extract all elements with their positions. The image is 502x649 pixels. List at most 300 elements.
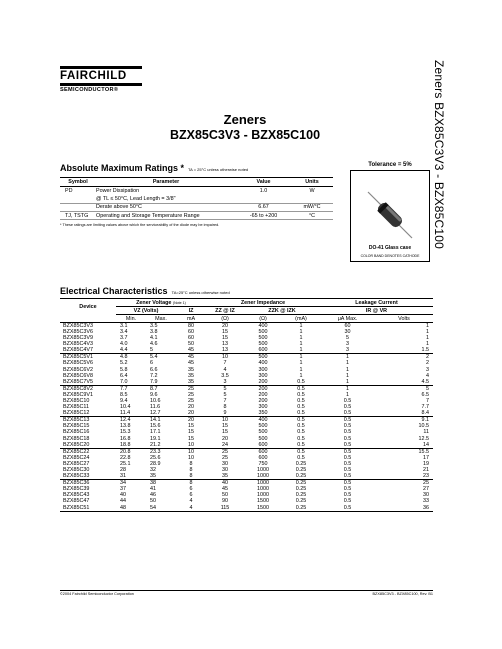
cell-vr: 7 <box>426 398 429 405</box>
abs-max-note: TA = 25°C unless otherwise noted <box>188 167 249 172</box>
cell-izk: 0.25 <box>295 492 307 499</box>
cell-ir: 0.5 <box>343 429 352 436</box>
cell-iz: 4 <box>189 498 193 505</box>
cell-iz: 35 <box>188 366 194 373</box>
page-subtitle: BZX85C3V3 - BZX85C100 <box>169 128 321 142</box>
cell-ir: 0.5 <box>320 442 375 449</box>
cell-zz: 35 <box>206 473 244 480</box>
cell-device: BZX85C47 <box>63 498 90 505</box>
cell-vz-max: 5.4 <box>150 354 158 361</box>
cell-vz-min: 3.4 <box>120 329 128 336</box>
cell-vr: 5 <box>426 385 429 392</box>
cell-vz-max: 23.3 <box>150 448 161 455</box>
cell-device: BZX85C36 <box>63 480 90 487</box>
cell-vr: 7.7 <box>421 404 429 411</box>
cell-vz-min: 4.0 <box>120 341 128 348</box>
cell-zzk: 200 <box>258 391 268 398</box>
cell-zz: 20 <box>222 323 228 329</box>
cell-ir: 0.5 <box>320 473 375 480</box>
cell-vz-max: 14.1 <box>150 417 161 424</box>
cell-vr: 1 <box>426 323 429 329</box>
abs-parameter: Power Dissipation <box>96 187 140 194</box>
table-row <box>60 505 433 512</box>
abs-symbol <box>60 195 96 203</box>
cell-device: BZX85C22 <box>63 448 90 455</box>
cell-device: BZX85C30 <box>63 467 90 474</box>
cell-izk: 0.5 <box>297 448 305 455</box>
cell-izk: 0.5 <box>297 398 305 405</box>
cell-iz: 10 <box>188 448 194 455</box>
cell-vz-max: 21.2 <box>146 442 176 449</box>
cell-zzk: 500 <box>258 354 268 361</box>
page-title: Zeners <box>223 112 267 127</box>
cell-vz-min: 28 <box>120 467 126 474</box>
abs-max-row <box>60 211 333 219</box>
device-header: Device <box>60 299 116 315</box>
abs-max-footnote: * These ratings are limiting values above which the serviceability of the diode may be impaired. <box>60 223 220 227</box>
cell-izk: 0.5 <box>282 379 320 386</box>
cell-izk: 0.5 <box>297 404 305 411</box>
cell-zzk: 600 <box>244 347 282 354</box>
unit-header-max: Max. <box>146 315 176 323</box>
cell-zzk: 1000 <box>244 473 282 480</box>
cell-ir: 1 <box>346 360 349 367</box>
cell-ir: 0.5 <box>343 486 352 493</box>
cell-vz-max: 15.6 <box>150 423 161 430</box>
cell-zz: 8 <box>223 404 227 411</box>
cell-izk: 0.5 <box>297 385 305 392</box>
electrical-title <box>60 286 230 296</box>
cell-vz-min: 40 <box>120 492 126 499</box>
zzk-header: ZZK @ IZK <box>244 307 320 315</box>
package-case-label: DO-41 Glass case <box>368 245 412 251</box>
cell-vz-min: 9.4 <box>120 398 128 405</box>
zener-voltage-note: (Note 1) <box>172 300 186 305</box>
cell-zz: 30 <box>222 460 228 467</box>
abs-header-parameter: Parameter <box>96 178 236 187</box>
cell-izk: 1 <box>299 354 303 361</box>
cell-izk: 0.25 <box>282 473 320 480</box>
cell-device: BZX85C5V6 <box>63 360 93 367</box>
cell-iz: 25 <box>188 398 194 405</box>
cell-izk: 1 <box>299 323 303 329</box>
cell-izk: 0.5 <box>297 435 305 442</box>
cell-izk: 1 <box>299 366 303 373</box>
abs-symbol <box>60 203 96 211</box>
cell-ir: 0.5 <box>343 417 352 424</box>
cell-ir: 3 <box>346 341 349 348</box>
cell-zzk: 500 <box>258 341 268 348</box>
cell-izk: 0.25 <box>295 467 307 474</box>
tolerance-label: Tolerance = 5% <box>368 162 412 168</box>
cell-iz: 45 <box>188 354 194 361</box>
cell-vz-min: 22.8 <box>120 454 131 461</box>
cell-izk: 1 <box>299 335 303 342</box>
cell-iz: 15 <box>188 435 194 442</box>
cell-zzk: 400 <box>258 360 268 367</box>
cell-iz: 80 <box>188 323 194 329</box>
cell-device: BZX85C9V1 <box>63 391 93 398</box>
cell-zz: 30 <box>222 467 228 474</box>
cell-vz-max: 10.6 <box>150 398 161 405</box>
cell-izk: 0.25 <box>295 486 307 493</box>
side-title: Zeners BZX85C3V3 - BZX85C100 <box>432 60 446 250</box>
cell-vr: 4.5 <box>375 379 433 386</box>
cell-device: BZX85C43 <box>63 492 90 499</box>
cell-device: BZX85C6V8 <box>63 372 93 379</box>
cell-zzk: 300 <box>258 404 268 411</box>
cell-vz-max: 54 <box>146 505 176 512</box>
cell-vz-min: 18.8 <box>116 442 146 449</box>
cell-ir: 1 <box>346 372 349 379</box>
abs-header-units: Units <box>291 178 333 187</box>
cell-iz: 8 <box>189 480 193 487</box>
logo-bar-top <box>60 66 142 69</box>
cell-iz: 10 <box>176 442 206 449</box>
cell-vr: 1 <box>426 335 429 342</box>
cell-vz-max: 12.7 <box>146 410 176 417</box>
cell-vz-min: 25.1 <box>120 460 131 467</box>
cell-vz-min: 3.7 <box>120 335 128 342</box>
cell-zz: 25 <box>222 448 228 455</box>
cell-vr: 10.5 <box>418 423 429 430</box>
cell-zzk: 1000 <box>257 480 269 487</box>
cell-zz: 115 <box>206 505 244 512</box>
company-name: FAIRCHILD <box>60 70 127 82</box>
cell-iz: 6 <box>189 486 193 493</box>
cell-zz: 50 <box>222 492 228 499</box>
abs-value: 1.0 <box>259 187 268 194</box>
cell-ir: 0.5 <box>320 505 375 512</box>
cell-zz: 3.5 <box>221 372 229 379</box>
cell-vz-max: 32 <box>150 467 156 474</box>
cell-vz-min: 20.8 <box>120 448 131 455</box>
zz-header: ZZ @ IZ <box>206 307 244 315</box>
cell-zzk: 500 <box>258 329 268 336</box>
cell-zz: 5 <box>223 385 227 392</box>
cell-device: BZX85C18 <box>63 435 90 442</box>
abs-units: mW/°C <box>291 203 333 211</box>
cell-zz: 15 <box>222 423 228 430</box>
cell-izk: 0.5 <box>297 429 305 436</box>
cell-vz-max: 41 <box>150 486 156 493</box>
cell-zzk: 600 <box>258 448 268 455</box>
cell-vr: 19 <box>423 460 429 467</box>
package-case-note: COLOR BAND DENOTES CATHODE <box>360 254 420 258</box>
cell-izk: 0.5 <box>297 423 305 430</box>
company-subtitle: SEMICONDUCTOR® <box>60 87 119 93</box>
cell-vz-max: 4.1 <box>150 335 158 342</box>
cell-vz-max: 50 <box>150 498 156 505</box>
iz-header: IZ <box>176 307 206 315</box>
electrical-header-row-3 <box>60 315 433 323</box>
cell-izk: 0.5 <box>297 417 305 424</box>
cell-vz-max: 3.8 <box>150 329 158 336</box>
cell-device: BZX85C20 <box>60 442 116 449</box>
cell-vr: 23 <box>375 473 433 480</box>
cell-iz: 60 <box>188 329 194 336</box>
abs-max-row <box>60 203 333 211</box>
cell-zzk: 1000 <box>257 486 269 493</box>
do41-diode-image <box>360 190 420 240</box>
cell-zzk: 500 <box>258 423 268 430</box>
footer-rule <box>60 590 433 591</box>
abs-units: W <box>309 187 315 194</box>
cell-vz-min: 7.7 <box>120 385 128 392</box>
cell-vz-max: 7.2 <box>150 372 158 379</box>
cell-vr: 1.5 <box>375 347 433 354</box>
cell-vz-max: 8.7 <box>150 385 158 392</box>
cell-vz-max: 11.6 <box>150 404 161 411</box>
cell-vz-max: 4.6 <box>150 341 158 348</box>
cell-device: BZX85C6V2 <box>63 366 93 373</box>
cell-zzk: 600 <box>258 454 268 461</box>
cell-izk: 1 <box>299 329 303 336</box>
cell-zz: 7 <box>223 360 227 367</box>
cell-vr: 2 <box>426 360 429 367</box>
cell-iz: 15 <box>188 423 194 430</box>
cell-izk: 1 <box>282 347 320 354</box>
cell-device: BZX85C4V3 <box>63 341 93 348</box>
cell-vr: 2 <box>426 354 429 361</box>
unit-header-izk-ma: (mA) <box>282 315 320 323</box>
cell-izk: 0.5 <box>297 391 305 398</box>
cell-iz: 6 <box>189 492 193 499</box>
cell-zzk: 1000 <box>257 492 269 499</box>
cell-vr: 17 <box>423 454 429 461</box>
cell-vr: 3 <box>426 366 429 373</box>
cell-vr: 25 <box>423 480 429 487</box>
cell-iz: 35 <box>176 379 206 386</box>
cell-iz: 15 <box>188 429 194 436</box>
cell-iz: 4 <box>176 505 206 512</box>
cell-ir: 0.5 <box>343 467 352 474</box>
zener-voltage-header-text: Zener Voltage <box>136 299 172 306</box>
cell-ir: 0.5 <box>343 404 352 411</box>
cell-ir: 0.5 <box>343 492 352 499</box>
cell-zzk: 750 <box>258 460 268 467</box>
abs-header-value: Value <box>236 178 291 187</box>
cell-zzk: 350 <box>244 410 282 417</box>
diode-lead-bottom <box>398 224 412 238</box>
cell-ir: 5 <box>346 335 349 342</box>
cell-zz: 25 <box>222 454 228 461</box>
cell-vz-min: 44 <box>120 498 126 505</box>
cell-izk: 0.25 <box>282 505 320 512</box>
cell-vz-min: 5.2 <box>120 360 128 367</box>
abs-parameter: Operating and Storage Temperature Range <box>96 211 236 219</box>
electrical-header-row-1 <box>60 299 433 307</box>
cell-vr: 14 <box>375 442 433 449</box>
ir-header: IR @ VR <box>320 307 433 315</box>
abs-symbol: PD <box>65 187 73 194</box>
cell-vz-min: 31 <box>116 473 146 480</box>
unit-header-device-blank <box>60 315 116 323</box>
cell-vz-max: 46 <box>150 492 156 499</box>
cell-device: BZX85C8V2 <box>63 385 93 392</box>
cell-izk: 0.5 <box>282 410 320 417</box>
cell-zzk: 300 <box>258 366 268 373</box>
abs-symbol: TJ, TSTG <box>60 211 96 219</box>
cell-zzk: 500 <box>258 435 268 442</box>
cell-vz-min: 4.8 <box>120 354 128 361</box>
abs-units: °C <box>291 211 333 219</box>
leakage-current-header: Leakage Current <box>320 299 433 307</box>
cell-vr: 36 <box>375 505 433 512</box>
cell-iz: 45 <box>188 360 194 367</box>
abs-max-row <box>60 195 333 203</box>
cell-zzk: 200 <box>244 379 282 386</box>
cell-vz-max: 35 <box>146 473 176 480</box>
cell-izk: 1 <box>299 372 303 379</box>
cell-ir: 0.5 <box>343 454 352 461</box>
cell-zzk: 300 <box>258 372 268 379</box>
cell-vz-min: 5.8 <box>120 366 128 373</box>
diode-lead-top <box>368 192 382 206</box>
abs-max-header-row <box>60 178 333 187</box>
cell-ir: 3 <box>320 347 375 354</box>
cell-vz-min: 16.8 <box>120 435 131 442</box>
cell-vz-max: 9.6 <box>150 391 158 398</box>
cell-zzk: 600 <box>244 442 282 449</box>
cell-zz: 9 <box>206 410 244 417</box>
cell-device: BZX85C51 <box>60 505 116 512</box>
cell-vz-min: 12.4 <box>120 417 131 424</box>
cell-zzk: 1500 <box>257 498 269 505</box>
unit-header-zz-ohm: (Ω) <box>206 315 244 323</box>
cell-zz: 24 <box>206 442 244 449</box>
cell-zz: 13 <box>222 341 228 348</box>
abs-max-row <box>60 187 333 195</box>
unit-header-volts: Volts <box>375 315 433 323</box>
abs-parameter: Derate above 50°C <box>96 203 236 211</box>
cell-ir: 1 <box>346 354 349 361</box>
cell-ir: 0.5 <box>343 435 352 442</box>
cell-iz: 25 <box>188 391 194 398</box>
cell-iz: 8 <box>176 473 206 480</box>
electrical-note: TA=25°C unless otherwise noted <box>171 290 230 295</box>
abs-value: -65 to +200 <box>236 211 291 219</box>
abs-value: 6.67 <box>236 203 291 211</box>
cell-device: BZX85C15 <box>63 423 90 430</box>
electrical-title-text: Electrical Characteristics <box>60 286 168 296</box>
cell-vz-max: 6 <box>150 360 153 367</box>
footer-doc-id: BZX85C3V3 - BZX85C100, Rev. B1 <box>372 592 433 596</box>
abs-header-symbol: Symbol <box>60 178 96 187</box>
cell-vr: 30 <box>423 492 429 499</box>
cell-iz: 35 <box>188 372 194 379</box>
cell-vr: 15.5 <box>418 448 429 455</box>
cell-iz: 20 <box>176 410 206 417</box>
cell-vr: 33 <box>423 498 429 505</box>
cell-vr: 8.4 <box>375 410 433 417</box>
cell-vz-min: 13.8 <box>120 423 131 430</box>
abs-max-title-text: Absolute Maximum Ratings * <box>60 163 185 173</box>
cell-device: BZX85C24 <box>63 454 90 461</box>
diode-glass <box>376 201 404 229</box>
cell-device: BZX85C4V7 <box>60 347 116 354</box>
cell-izk: 0.25 <box>295 480 307 487</box>
cell-vz-min: 48 <box>116 505 146 512</box>
electrical-table <box>60 298 433 512</box>
cell-vz-min: 10.4 <box>120 404 131 411</box>
cell-vr: 27 <box>423 486 429 493</box>
cell-zz: 7 <box>223 398 227 405</box>
cell-vz-max: 38 <box>150 480 156 487</box>
abs-max-title <box>60 163 248 173</box>
cell-iz: 45 <box>176 347 206 354</box>
cell-ir: 1 <box>320 379 375 386</box>
cell-vr: 9.1 <box>421 417 429 424</box>
cell-vz-max: 28.9 <box>150 460 161 467</box>
cell-vz-min: 8.5 <box>120 391 128 398</box>
cell-vr: 12.5 <box>418 435 429 442</box>
cell-ir: 60 <box>344 323 351 329</box>
cell-vz-min: 3.1 <box>120 323 128 329</box>
cell-iz: 25 <box>188 385 194 392</box>
logo-bar-bottom <box>60 83 142 86</box>
cell-zzk: 500 <box>258 429 268 436</box>
cell-device: BZX85C3V3 <box>63 323 93 329</box>
cell-ir: 0.5 <box>343 480 352 487</box>
cell-zzk: 400 <box>258 323 268 329</box>
cell-ir: 1 <box>346 391 349 398</box>
cell-izk: 1 <box>299 360 303 367</box>
cell-device: BZX85C11 <box>63 404 89 411</box>
cell-vr: 21 <box>423 467 429 474</box>
abs-parameter: @ TL ≤ 50°C, Lead Length = 3/8" <box>96 195 236 203</box>
cell-iz: 50 <box>188 341 194 348</box>
cell-zz: 20 <box>222 435 228 442</box>
cell-vz-max: 3.5 <box>150 323 158 329</box>
cell-vr: 1 <box>426 341 429 348</box>
cell-izk: 0.25 <box>295 460 307 467</box>
cell-vr: 1 <box>426 329 429 336</box>
cell-vz-max: 5 <box>146 347 176 354</box>
cell-zz: 15 <box>222 329 228 336</box>
zener-impedance-header: Zener Impedance <box>206 299 320 307</box>
cell-device: BZX85C16 <box>63 429 90 436</box>
cell-iz: 8 <box>189 460 193 467</box>
cell-ir: 1 <box>346 366 349 373</box>
cell-zzk: 400 <box>258 417 268 424</box>
cell-device: BZX85C13 <box>63 417 90 424</box>
vz-header: VZ (Volts) <box>116 307 176 315</box>
cell-iz: 10 <box>188 454 194 461</box>
cell-zzk: 1000 <box>257 467 269 474</box>
cell-ir: 0.5 <box>343 448 352 455</box>
cell-zz: 5 <box>223 391 227 398</box>
cell-ir: 0.5 <box>343 498 352 505</box>
unit-header-min: Min. <box>116 315 146 323</box>
cell-ir: 0.5 <box>343 423 352 430</box>
diode-body <box>376 201 404 229</box>
cell-zz: 15 <box>222 429 228 436</box>
cell-ir: 1 <box>346 385 349 392</box>
cell-zz: 4 <box>223 366 227 373</box>
cell-zz: 3 <box>206 379 244 386</box>
electrical-header-row-2 <box>60 307 433 315</box>
cell-device: BZX85C33 <box>60 473 116 480</box>
abs-units <box>291 195 333 203</box>
cell-device: BZX85C3V9 <box>63 335 93 342</box>
cell-device: BZX85C39 <box>63 486 90 493</box>
cell-vr: 11 <box>423 429 429 436</box>
cell-izk: 0.5 <box>297 454 305 461</box>
cell-izk: 1 <box>299 341 303 348</box>
abs-value <box>236 195 291 203</box>
cell-zzk: 1500 <box>244 505 282 512</box>
